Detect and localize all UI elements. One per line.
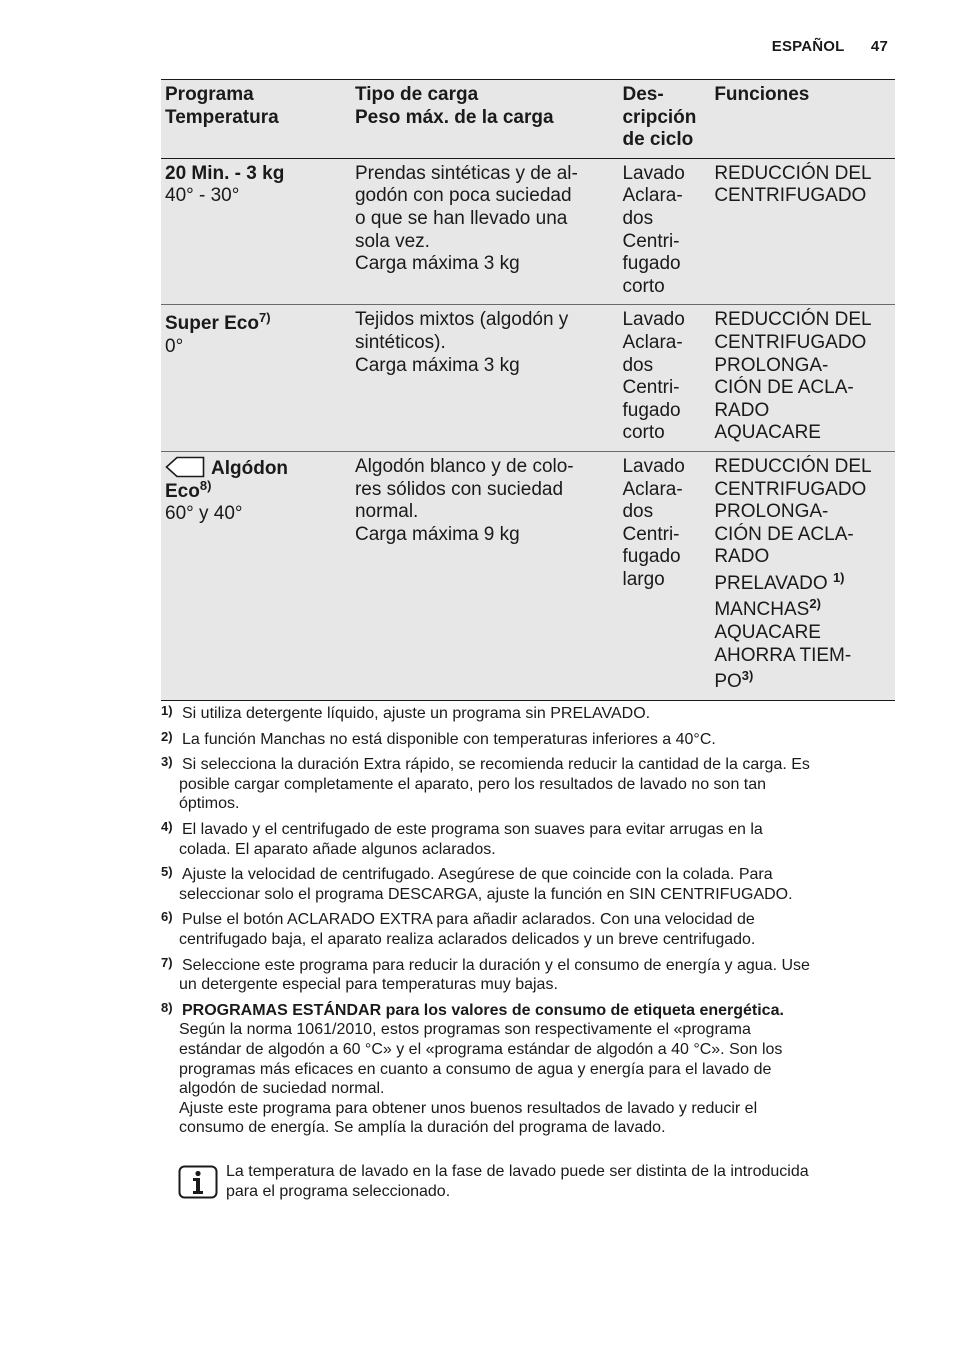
footnote-item: 7) Seleccione este programa para reducir la duración y el consumo de energía y agua. Use un detergente especial para temperaturas muy bajas. [161, 954, 810, 994]
footnote-item: 1) Si utiliza detergente líquido, ajuste un programa sin PRELAVADO. [161, 703, 651, 722]
eco-label-icon [165, 456, 205, 478]
cycle-cell: Lavado Aclara- dos Centri- fugado corto [618, 305, 710, 452]
footnote-ref: 7) [258, 310, 271, 326]
program-cell [161, 451, 351, 700]
program-name: Super Eco [165, 313, 259, 335]
footnote-item: 8) PROGRAMAS ESTÁNDAR para los valores de consumo de etiqueta energética. Según la norma 1061/2010, estos programas son respectivamente el «programa estándar de algodón a 60 °C» y el «programa estándar de algodón a 40 °C». Son los programas más eficaces en cuanto a consumo de agua y energía para el lavado de algodón de suciedad normal. Ajuste este programa para obtener unos buenos resultados de lavado y reducir el consumo de energía. Se amplía la duración del programa de lavado. [161, 999, 784, 1137]
footnote-number: 8) [161, 999, 173, 1015]
table-header-row [161, 80, 895, 159]
header-load: Tipo de carga Peso máx. de la carga [351, 80, 619, 159]
footnote-ref: 8) [199, 477, 212, 493]
header-cycle: Des- cripción de ciclo [618, 80, 710, 159]
program-name: Algódon [211, 457, 289, 479]
footnotes [161, 704, 895, 1144]
language-label: ESPAÑOL [771, 38, 845, 55]
info-icon [178, 1165, 218, 1199]
footnote-ref: 1) [832, 569, 845, 585]
program-temperature: 60° y 40° [165, 503, 243, 525]
header-program: Programa Temperatura [161, 80, 351, 159]
info-text: para el programa seleccionado. [226, 1183, 451, 1200]
footnote-number: 3) [161, 754, 173, 770]
page-number: 47 [870, 38, 888, 55]
program-temperature: 0° [165, 335, 184, 357]
program-cell [161, 305, 351, 452]
load-cell: Algodón blanco y de colo- res sólidos con suciedad normal. Carga máxima 9 kg [351, 451, 619, 700]
footnote-item: 2) La función Manchas no está disponible con temperaturas inferiores a 40°C. [161, 728, 716, 748]
footnote-item: 5) Ajuste la velocidad de centrifugado. Asegúrese de que coincide con la colada. Para seleccionar solo el programa DESCARGA, ajuste la función en SIN CENTRIFUGADO. [161, 864, 793, 903]
program-table [161, 79, 895, 701]
header-functions: Funciones [710, 80, 895, 159]
program-name: 20 Min. - 3 kg [165, 162, 285, 184]
program-cell [161, 158, 351, 305]
functions-cell: REDUCCIÓN DEL CENTRIFUGADO PROLONGA- CIÓN DE ACLA- RADO AQUACARE [710, 305, 895, 452]
footnote-item: 3) Si selecciona la duración Extra rápido, se recomienda reducir la cantidad de la carga. Es posible cargar completamente el aparato, pero los resultados de lavado no son tan óptimos. [161, 754, 810, 813]
program-temperature: 40° - 30° [165, 185, 240, 207]
footnote-number: 1) [161, 703, 173, 718]
program-name-cont: Eco [165, 480, 200, 502]
page-header [772, 38, 888, 55]
load-cell: Tejidos mixtos (algodón y sintéticos). Carga máxima 3 kg [351, 305, 619, 452]
functions-cell: REDUCCIÓN DEL CENTRIFUGADO [710, 158, 895, 305]
table-row [161, 305, 895, 452]
footnote-number: 7) [161, 954, 173, 970]
footnote-number: 5) [161, 864, 173, 880]
functions-cell: REDUCCIÓN DEL CENTRIFUGADO PROLONGA- CIÓN DE ACLA- RADO PRELAVADO $^{1)}$ MANCHAS$^{2)}$ AQUACARE AHORRA TIEM- PO$^{3)}$ [710, 451, 895, 700]
cycle-cell: Lavado Aclara- dos Centri- fugado corto [618, 158, 710, 305]
table-row [161, 158, 895, 305]
footnote-item: 4) El lavado y el centrifugado de este programa son suaves para evitar arrugas en la colada. El aparato añade algunos aclarados. [161, 818, 763, 858]
footnote-ref: 2) [809, 596, 821, 612]
info-text: La temperatura de lavado en la fase de lavado puede ser distinta de la introducida [226, 1163, 809, 1180]
cycle-cell: Lavado Aclara- dos Centri- fugado largo [618, 451, 710, 700]
info-note [178, 1162, 898, 1202]
table-row [161, 451, 895, 700]
load-cell: Prendas sintéticas y de al- godón con poca suciedad o que se han llevado una sola vez. Carga máxima 3 kg [351, 158, 619, 305]
footnote-item: 6) Pulse el botón ACLARADO EXTRA para añadir aclarados. Con una velocidad de centrifugado baja, el aparato realiza aclarados delicados y un breve centrifugado. [161, 909, 756, 948]
footnote-ref: 3) [741, 668, 754, 684]
footnote-number: 4) [161, 818, 173, 834]
footnote-number: 2) [161, 728, 173, 744]
footnote-number: 6) [161, 909, 173, 925]
